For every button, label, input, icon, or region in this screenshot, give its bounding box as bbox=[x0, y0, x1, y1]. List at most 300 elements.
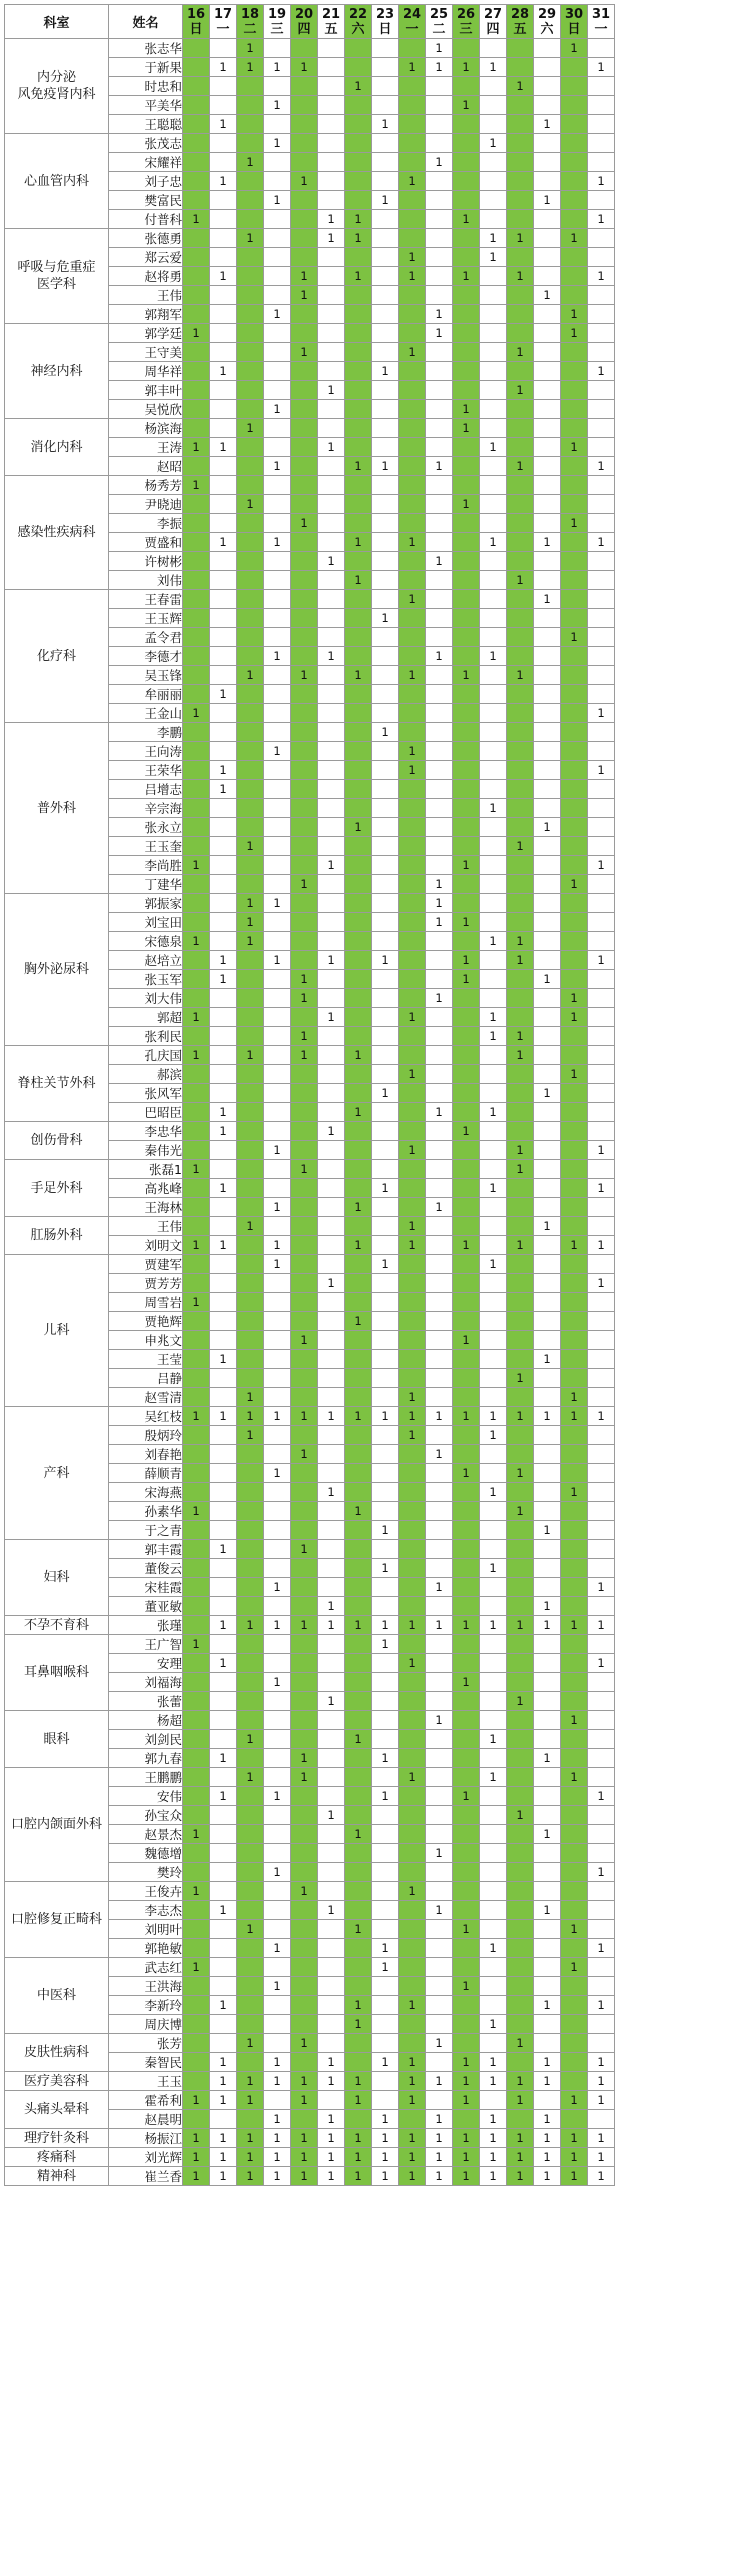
duty-cell bbox=[480, 1901, 507, 1920]
duty-cell: 1 bbox=[372, 115, 399, 134]
duty-cell bbox=[210, 1464, 237, 1483]
duty-cell bbox=[507, 1426, 534, 1445]
duty-cell bbox=[480, 476, 507, 495]
duty-cell bbox=[291, 1483, 318, 1502]
duty-cell: 1 bbox=[588, 172, 615, 191]
duty-cell bbox=[183, 1312, 210, 1331]
duty-cell bbox=[561, 343, 588, 362]
duty-cell bbox=[507, 172, 534, 191]
duty-cell bbox=[399, 1312, 426, 1331]
duty-cell bbox=[264, 723, 291, 742]
duty-cell bbox=[399, 1179, 426, 1198]
duty-cell bbox=[588, 799, 615, 818]
duty-cell bbox=[237, 2053, 264, 2072]
day-number: 20 bbox=[294, 6, 314, 22]
duty-cell: 1 bbox=[318, 1407, 345, 1426]
duty-cell bbox=[210, 134, 237, 153]
department-name: 化疗科 bbox=[36, 648, 76, 664]
doctor-name: 时忠和 bbox=[109, 77, 183, 96]
duty-cell: 1 bbox=[534, 533, 561, 552]
doctor-name: 孔庆国 bbox=[109, 1046, 183, 1065]
duty-cell bbox=[345, 1179, 372, 1198]
duty-cell: 1 bbox=[561, 1065, 588, 1084]
duty-cell bbox=[561, 2015, 588, 2034]
day-number: 26 bbox=[456, 6, 476, 22]
doctor-row bbox=[5, 894, 615, 913]
duty-cell bbox=[399, 1502, 426, 1521]
duty-cell: 1 bbox=[318, 647, 345, 666]
duty-cell bbox=[399, 1274, 426, 1293]
duty-cell bbox=[291, 1464, 318, 1483]
duty-cell: 1 bbox=[291, 286, 318, 305]
duty-cell bbox=[291, 1863, 318, 1882]
duty-cell bbox=[561, 1635, 588, 1654]
header-name: 姓名 bbox=[109, 5, 183, 39]
duty-cell bbox=[453, 1369, 480, 1388]
duty-cell bbox=[534, 1882, 561, 1901]
duty-cell bbox=[588, 77, 615, 96]
duty-cell bbox=[534, 1654, 561, 1673]
duty-cell bbox=[318, 590, 345, 609]
schedule-wrapper bbox=[4, 4, 615, 2186]
duty-cell: 1 bbox=[372, 1084, 399, 1103]
duty-cell bbox=[372, 1141, 399, 1160]
duty-cell: 1 bbox=[399, 343, 426, 362]
duty-cell bbox=[372, 495, 399, 514]
duty-cell bbox=[264, 1027, 291, 1046]
duty-cell bbox=[372, 1920, 399, 1939]
department-cell bbox=[5, 324, 109, 419]
duty-cell bbox=[210, 305, 237, 324]
duty-cell bbox=[480, 856, 507, 875]
duty-cell: 1 bbox=[480, 932, 507, 951]
duty-cell: 1 bbox=[534, 1350, 561, 1369]
duty-cell bbox=[183, 1027, 210, 1046]
duty-cell bbox=[237, 1635, 264, 1654]
duty-cell: 1 bbox=[507, 1616, 534, 1635]
duty-cell bbox=[453, 1350, 480, 1369]
duty-cell bbox=[237, 1236, 264, 1255]
duty-cell bbox=[453, 1540, 480, 1559]
duty-cell bbox=[372, 343, 399, 362]
duty-cell bbox=[210, 1730, 237, 1749]
doctor-name: 李志杰 bbox=[109, 1901, 183, 1920]
duty-cell bbox=[507, 533, 534, 552]
duty-cell bbox=[210, 2034, 237, 2053]
doctor-name: 吴玉锋 bbox=[109, 666, 183, 685]
duty-cell bbox=[345, 1464, 372, 1483]
doctor-row bbox=[5, 723, 615, 742]
duty-cell: 1 bbox=[345, 666, 372, 685]
duty-cell bbox=[507, 1540, 534, 1559]
duty-cell bbox=[345, 1084, 372, 1103]
duty-cell bbox=[318, 495, 345, 514]
duty-cell: 1 bbox=[534, 1616, 561, 1635]
duty-cell bbox=[210, 1008, 237, 1027]
duty-cell: 1 bbox=[453, 666, 480, 685]
duty-cell bbox=[372, 248, 399, 267]
duty-cell: 1 bbox=[480, 58, 507, 77]
duty-cell bbox=[507, 134, 534, 153]
duty-cell bbox=[264, 761, 291, 780]
duty-cell bbox=[318, 1578, 345, 1597]
duty-cell bbox=[237, 1540, 264, 1559]
duty-cell bbox=[264, 1882, 291, 1901]
duty-cell bbox=[264, 438, 291, 457]
duty-cell bbox=[534, 229, 561, 248]
duty-cell bbox=[210, 628, 237, 647]
duty-cell: 1 bbox=[588, 1996, 615, 2015]
duty-cell bbox=[561, 362, 588, 381]
duty-cell bbox=[264, 1274, 291, 1293]
duty-cell bbox=[453, 1008, 480, 1027]
doctor-name: 刘宝田 bbox=[109, 913, 183, 932]
duty-cell bbox=[480, 1331, 507, 1350]
duty-cell bbox=[291, 1217, 318, 1236]
duty-cell bbox=[372, 2034, 399, 2053]
duty-cell bbox=[291, 1901, 318, 1920]
duty-cell: 1 bbox=[264, 1464, 291, 1483]
doctor-name: 王金山 bbox=[109, 704, 183, 723]
doctor-name: 王海林 bbox=[109, 1198, 183, 1217]
duty-cell bbox=[210, 343, 237, 362]
duty-cell: 1 bbox=[588, 1179, 615, 1198]
doctor-name: 周庆博 bbox=[109, 2015, 183, 2034]
duty-cell bbox=[264, 2034, 291, 2053]
department-cell bbox=[5, 1255, 109, 1407]
duty-cell bbox=[561, 1464, 588, 1483]
duty-cell bbox=[264, 1179, 291, 1198]
duty-cell bbox=[534, 514, 561, 533]
duty-cell bbox=[264, 875, 291, 894]
doctor-name: 许树彬 bbox=[109, 552, 183, 571]
duty-cell bbox=[453, 457, 480, 476]
duty-cell: 1 bbox=[534, 970, 561, 989]
duty-cell bbox=[318, 1084, 345, 1103]
duty-cell bbox=[372, 1692, 399, 1711]
day-number: 28 bbox=[510, 6, 530, 22]
doctor-name: 王守美 bbox=[109, 343, 183, 362]
duty-cell bbox=[210, 153, 237, 172]
duty-cell bbox=[345, 1787, 372, 1806]
duty-cell: 1 bbox=[318, 210, 345, 229]
doctor-row bbox=[5, 229, 615, 248]
duty-cell bbox=[480, 2091, 507, 2110]
duty-cell bbox=[507, 1084, 534, 1103]
duty-cell bbox=[534, 704, 561, 723]
duty-cell bbox=[291, 1084, 318, 1103]
duty-cell: 1 bbox=[399, 1882, 426, 1901]
duty-cell bbox=[507, 1217, 534, 1236]
duty-cell bbox=[345, 1939, 372, 1958]
duty-cell bbox=[507, 1673, 534, 1692]
duty-cell bbox=[345, 723, 372, 742]
duty-cell bbox=[345, 305, 372, 324]
duty-cell bbox=[399, 286, 426, 305]
duty-cell bbox=[588, 1540, 615, 1559]
duty-cell bbox=[318, 913, 345, 932]
duty-cell bbox=[399, 1901, 426, 1920]
duty-cell: 1 bbox=[372, 2129, 399, 2148]
duty-cell: 1 bbox=[588, 362, 615, 381]
duty-cell bbox=[264, 970, 291, 989]
duty-cell: 1 bbox=[372, 362, 399, 381]
duty-cell: 1 bbox=[291, 1749, 318, 1768]
duty-cell bbox=[183, 1806, 210, 1825]
duty-cell: 1 bbox=[345, 1616, 372, 1635]
duty-cell bbox=[291, 856, 318, 875]
duty-cell bbox=[264, 1711, 291, 1730]
doctor-name: 樊玲 bbox=[109, 1863, 183, 1882]
duty-cell: 1 bbox=[318, 381, 345, 400]
duty-cell bbox=[318, 362, 345, 381]
duty-cell bbox=[426, 1236, 453, 1255]
duty-cell bbox=[210, 2015, 237, 2034]
duty-cell bbox=[345, 172, 372, 191]
duty-cell bbox=[399, 1293, 426, 1312]
duty-cell: 1 bbox=[264, 134, 291, 153]
doctor-name: 王伟 bbox=[109, 286, 183, 305]
duty-cell: 1 bbox=[480, 2015, 507, 2034]
doctor-name: 郭振家 bbox=[109, 894, 183, 913]
duty-cell bbox=[507, 704, 534, 723]
duty-cell bbox=[534, 2091, 561, 2110]
doctor-name: 王鹏鹏 bbox=[109, 1768, 183, 1787]
department-name: 医疗美容科 bbox=[23, 2073, 89, 2089]
duty-cell: 1 bbox=[291, 970, 318, 989]
duty-cell bbox=[453, 590, 480, 609]
duty-cell: 1 bbox=[237, 58, 264, 77]
duty-cell bbox=[534, 571, 561, 590]
duty-cell bbox=[480, 1825, 507, 1844]
duty-cell bbox=[588, 39, 615, 58]
doctor-row bbox=[5, 1255, 615, 1274]
duty-cell bbox=[561, 1977, 588, 1996]
duty-cell: 1 bbox=[453, 1464, 480, 1483]
duty-cell bbox=[534, 1122, 561, 1141]
duty-cell: 1 bbox=[372, 2053, 399, 2072]
duty-cell bbox=[264, 666, 291, 685]
doctor-name: 郭超 bbox=[109, 1008, 183, 1027]
duty-cell bbox=[210, 1597, 237, 1616]
duty-cell bbox=[399, 134, 426, 153]
duty-cell bbox=[183, 2110, 210, 2129]
duty-cell bbox=[426, 1863, 453, 1882]
duty-cell: 1 bbox=[588, 2053, 615, 2072]
duty-cell bbox=[345, 1768, 372, 1787]
duty-cell: 1 bbox=[372, 191, 399, 210]
duty-cell bbox=[372, 381, 399, 400]
day-header-27 bbox=[480, 5, 507, 39]
duty-cell: 1 bbox=[183, 210, 210, 229]
duty-cell bbox=[561, 1331, 588, 1350]
duty-cell bbox=[237, 1825, 264, 1844]
duty-cell: 1 bbox=[399, 1768, 426, 1787]
duty-cell bbox=[237, 761, 264, 780]
duty-cell bbox=[210, 875, 237, 894]
duty-cell: 1 bbox=[183, 1882, 210, 1901]
duty-cell bbox=[588, 381, 615, 400]
duty-cell: 1 bbox=[453, 1920, 480, 1939]
duty-cell bbox=[534, 476, 561, 495]
duty-cell bbox=[345, 1673, 372, 1692]
duty-cell: 1 bbox=[210, 970, 237, 989]
duty-cell bbox=[480, 1312, 507, 1331]
duty-cell bbox=[480, 666, 507, 685]
duty-cell bbox=[534, 1274, 561, 1293]
duty-cell bbox=[480, 1806, 507, 1825]
duty-cell bbox=[210, 514, 237, 533]
duty-cell bbox=[426, 1806, 453, 1825]
duty-cell: 1 bbox=[453, 1407, 480, 1426]
day-number: 27 bbox=[483, 6, 503, 22]
department-cell bbox=[5, 723, 109, 894]
duty-cell bbox=[534, 989, 561, 1008]
duty-cell bbox=[318, 1331, 345, 1350]
duty-cell: 1 bbox=[345, 229, 372, 248]
duty-cell bbox=[453, 837, 480, 856]
duty-cell: 1 bbox=[372, 1787, 399, 1806]
duty-cell bbox=[561, 1027, 588, 1046]
doctor-name: 孙素华 bbox=[109, 1502, 183, 1521]
doctor-name: 杨超 bbox=[109, 1711, 183, 1730]
duty-cell bbox=[264, 571, 291, 590]
duty-cell bbox=[210, 1711, 237, 1730]
duty-cell bbox=[183, 362, 210, 381]
duty-cell: 1 bbox=[345, 2129, 372, 2148]
duty-cell bbox=[237, 1103, 264, 1122]
duty-cell bbox=[291, 1179, 318, 1198]
duty-cell bbox=[345, 1293, 372, 1312]
duty-cell bbox=[588, 153, 615, 172]
duty-cell: 1 bbox=[237, 39, 264, 58]
duty-cell bbox=[318, 704, 345, 723]
duty-cell bbox=[426, 970, 453, 989]
duty-cell bbox=[345, 362, 372, 381]
duty-cell: 1 bbox=[237, 2167, 264, 2186]
duty-cell bbox=[237, 1749, 264, 1768]
duty-cell: 1 bbox=[480, 229, 507, 248]
duty-cell: 1 bbox=[534, 1217, 561, 1236]
duty-cell bbox=[561, 1426, 588, 1445]
duty-cell: 1 bbox=[291, 172, 318, 191]
duty-cell: 1 bbox=[534, 115, 561, 134]
duty-cell bbox=[210, 229, 237, 248]
duty-cell: 1 bbox=[426, 2034, 453, 2053]
duty-cell: 1 bbox=[345, 1236, 372, 1255]
duty-cell: 1 bbox=[210, 761, 237, 780]
duty-cell bbox=[534, 761, 561, 780]
day-header-18 bbox=[237, 5, 264, 39]
duty-cell bbox=[291, 419, 318, 438]
duty-cell bbox=[291, 1236, 318, 1255]
duty-cell: 1 bbox=[372, 1749, 399, 1768]
duty-cell: 1 bbox=[183, 2148, 210, 2167]
duty-cell bbox=[588, 495, 615, 514]
duty-cell bbox=[183, 2015, 210, 2034]
doctor-row bbox=[5, 590, 615, 609]
duty-cell bbox=[507, 1958, 534, 1977]
duty-cell bbox=[561, 1122, 588, 1141]
duty-cell bbox=[453, 1844, 480, 1863]
duty-cell bbox=[345, 419, 372, 438]
duty-cell bbox=[561, 210, 588, 229]
duty-cell bbox=[372, 1445, 399, 1464]
duty-cell bbox=[588, 1445, 615, 1464]
department-cell bbox=[5, 229, 109, 324]
duty-cell bbox=[318, 628, 345, 647]
duty-cell: 1 bbox=[507, 2148, 534, 2167]
duty-cell bbox=[426, 780, 453, 799]
duty-cell bbox=[372, 1046, 399, 1065]
duty-cell bbox=[264, 989, 291, 1008]
duty-cell bbox=[507, 1122, 534, 1141]
duty-cell: 1 bbox=[561, 1483, 588, 1502]
duty-cell bbox=[453, 1084, 480, 1103]
duty-cell bbox=[183, 1464, 210, 1483]
doctor-row bbox=[5, 1160, 615, 1179]
duty-cell bbox=[183, 1350, 210, 1369]
duty-cell bbox=[183, 2053, 210, 2072]
duty-cell bbox=[291, 742, 318, 761]
duty-cell: 1 bbox=[426, 1844, 453, 1863]
duty-cell bbox=[318, 1673, 345, 1692]
duty-cell bbox=[183, 495, 210, 514]
duty-cell bbox=[237, 1806, 264, 1825]
duty-cell bbox=[480, 1198, 507, 1217]
duty-cell bbox=[264, 1844, 291, 1863]
duty-cell bbox=[534, 1920, 561, 1939]
duty-cell: 1 bbox=[399, 666, 426, 685]
duty-cell bbox=[183, 2034, 210, 2053]
duty-cell: 1 bbox=[507, 1464, 534, 1483]
department-cell bbox=[5, 2034, 109, 2072]
duty-cell: 1 bbox=[210, 172, 237, 191]
duty-cell bbox=[426, 590, 453, 609]
duty-cell bbox=[426, 666, 453, 685]
duty-cell bbox=[264, 1331, 291, 1350]
duty-cell bbox=[237, 628, 264, 647]
duty-cell: 1 bbox=[507, 457, 534, 476]
duty-cell: 1 bbox=[426, 1616, 453, 1635]
duty-cell bbox=[534, 913, 561, 932]
duty-cell: 1 bbox=[588, 704, 615, 723]
duty-cell bbox=[318, 609, 345, 628]
duty-cell bbox=[291, 1559, 318, 1578]
day-weekday: 日 bbox=[378, 21, 392, 37]
duty-cell bbox=[426, 191, 453, 210]
duty-cell bbox=[264, 1084, 291, 1103]
duty-cell bbox=[183, 1844, 210, 1863]
duty-cell bbox=[507, 1008, 534, 1027]
duty-cell bbox=[345, 1806, 372, 1825]
duty-cell bbox=[588, 609, 615, 628]
doctor-name: 刘春艳 bbox=[109, 1445, 183, 1464]
duty-cell bbox=[183, 1977, 210, 1996]
duty-cell bbox=[399, 1863, 426, 1882]
duty-cell: 1 bbox=[318, 438, 345, 457]
duty-cell bbox=[237, 780, 264, 799]
duty-cell bbox=[318, 1730, 345, 1749]
duty-cell bbox=[264, 1388, 291, 1407]
duty-cell bbox=[372, 134, 399, 153]
duty-cell bbox=[453, 1939, 480, 1958]
duty-cell bbox=[345, 1654, 372, 1673]
duty-cell bbox=[318, 1445, 345, 1464]
duty-cell: 1 bbox=[426, 647, 453, 666]
duty-cell: 1 bbox=[345, 1312, 372, 1331]
day-weekday: 五 bbox=[513, 21, 527, 37]
